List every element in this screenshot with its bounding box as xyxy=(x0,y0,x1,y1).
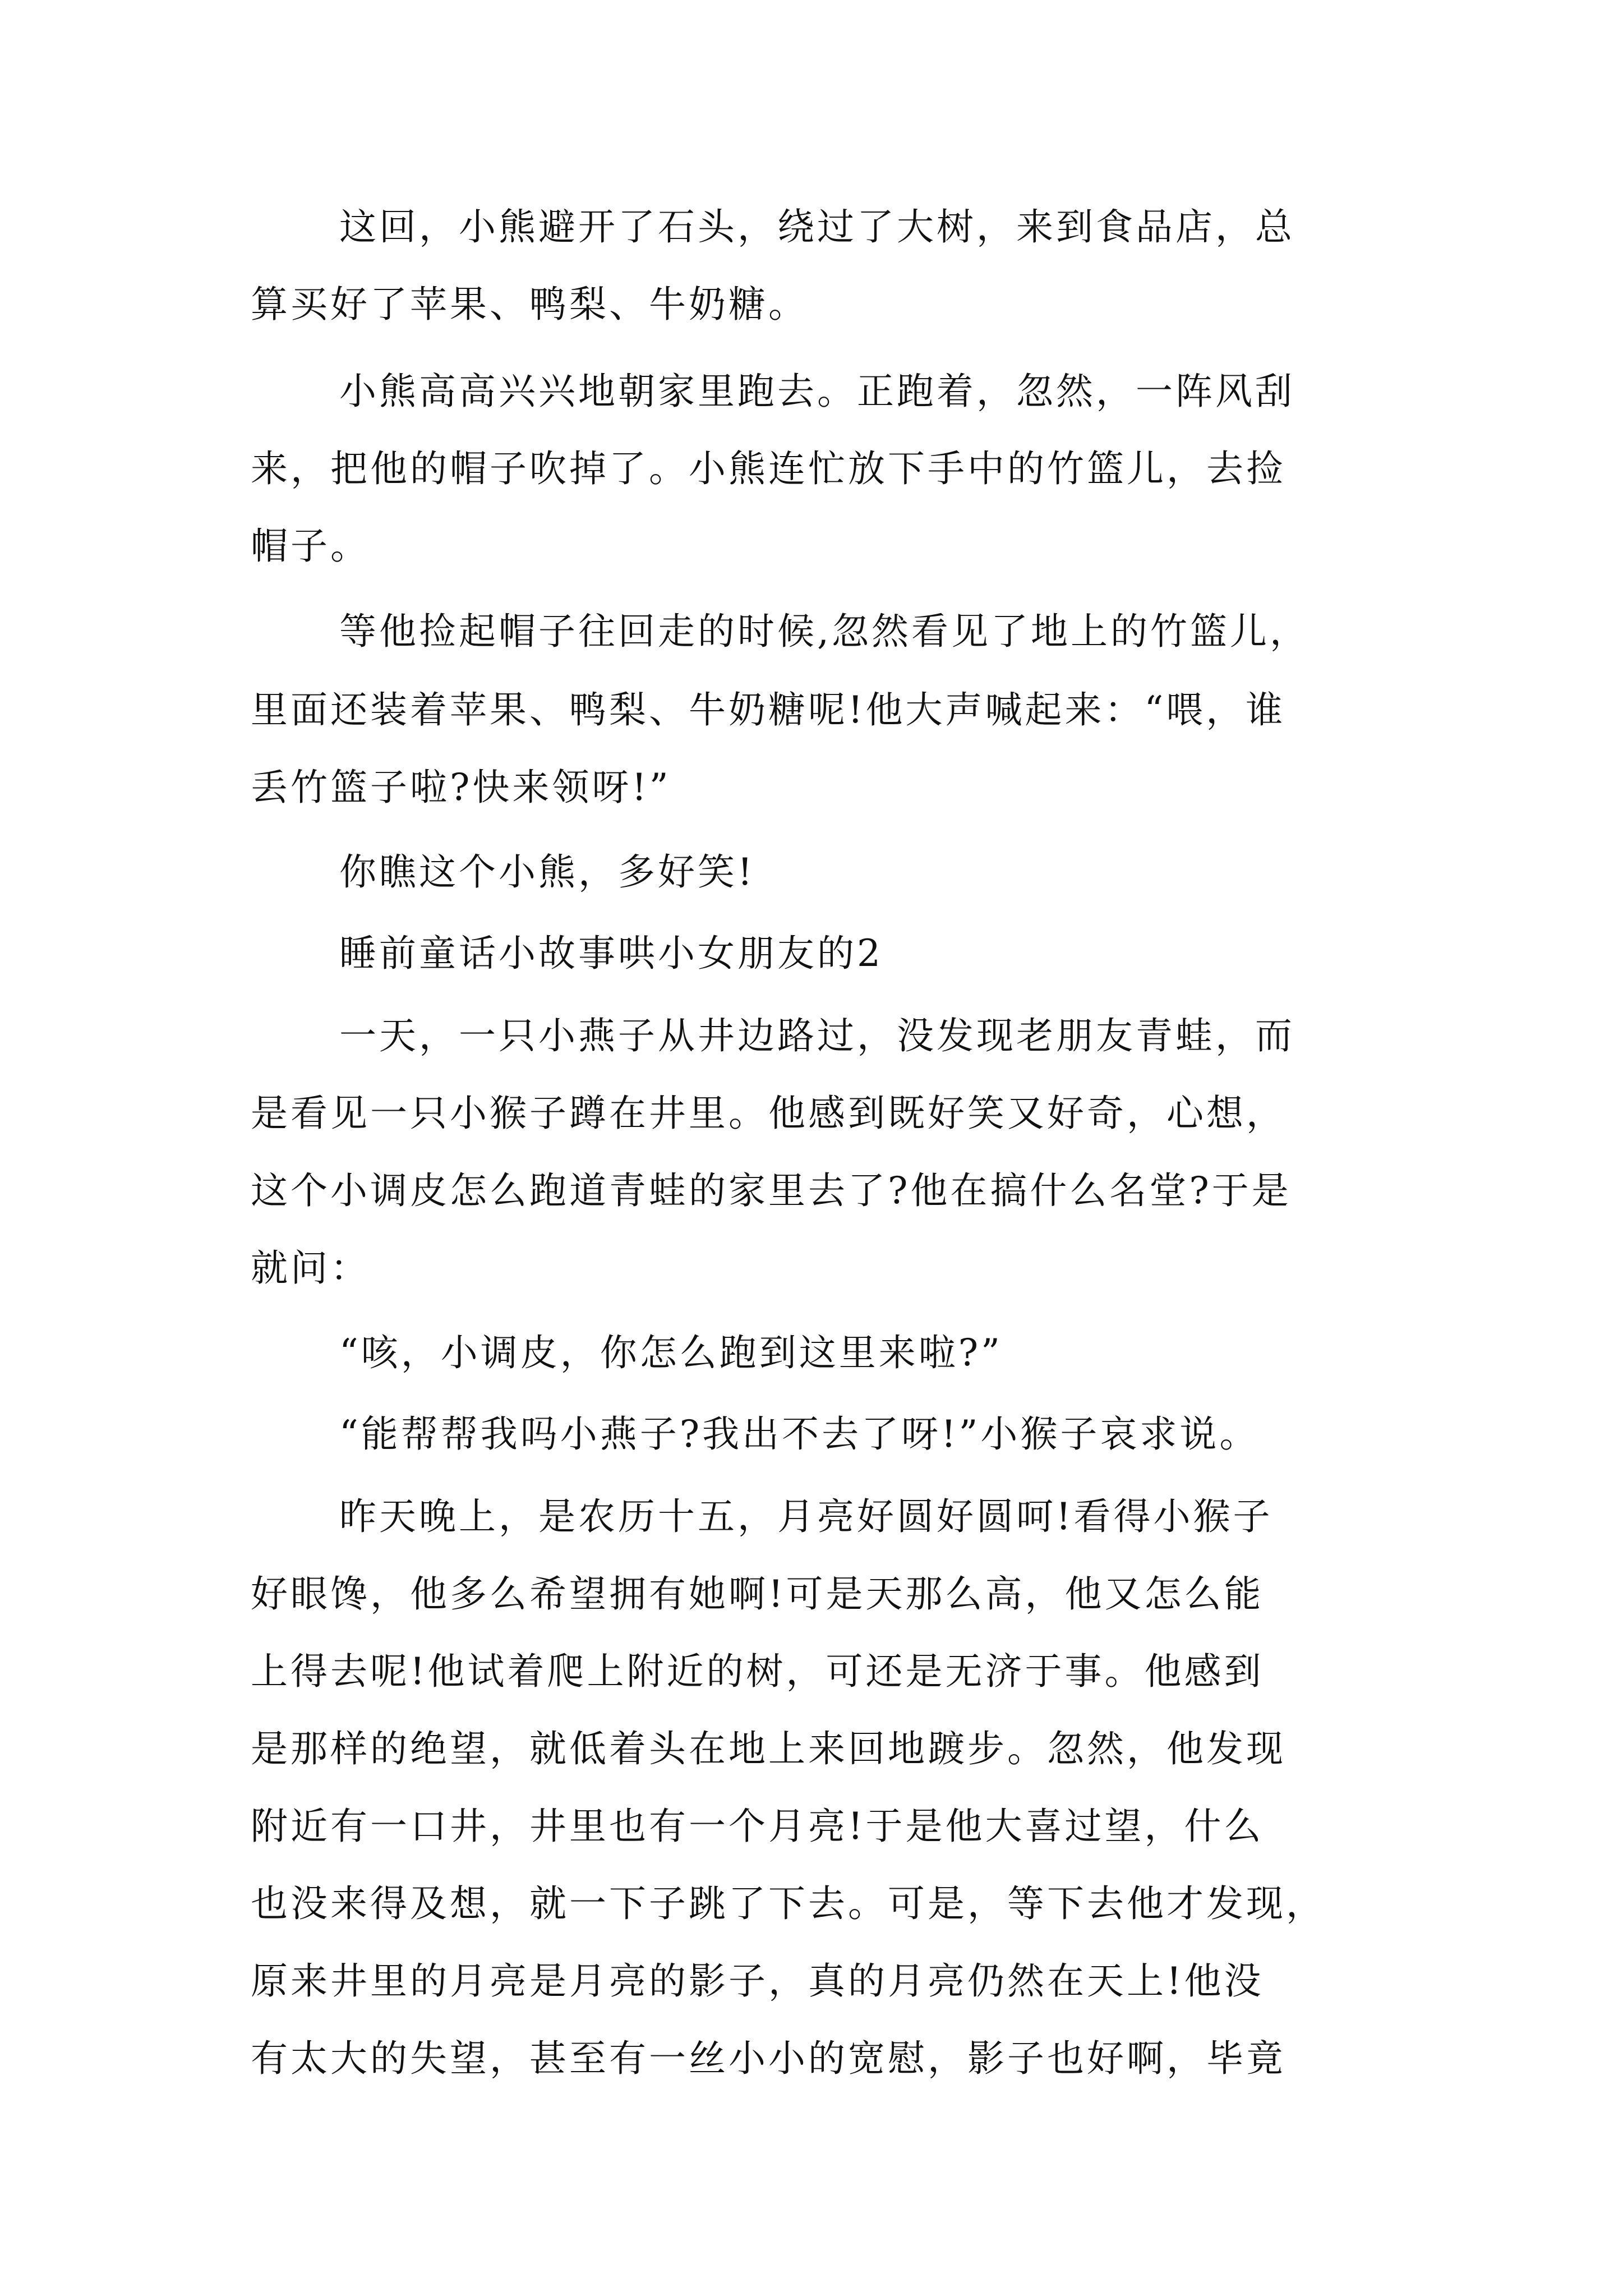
paragraph-line: 原来井里的月亮是月亮的影子，真的月亮仍然在天上!他没 xyxy=(251,1959,1264,2003)
paragraph-line: 上得去呢!他试着爬上附近的树，可还是无济于事。他感到 xyxy=(251,1650,1264,1693)
paragraph-line: 有太大的失望，甚至有一丝小小的宽慰，影子也好啊，毕竟 xyxy=(251,2037,1286,2080)
paragraph-line: 里面还装着苹果、鸭梨、牛奶糖呢!他大声喊起来：“喂，谁 xyxy=(251,688,1286,731)
paragraph-line: 这回，小熊避开了石头，绕过了大树，来到食品店，总 xyxy=(339,205,1295,249)
paragraph-line: 好眼馋，他多么希望拥有她啊!可是天那么高，他又怎么能 xyxy=(251,1572,1264,1616)
paragraph-line: 附近有一口井，井里也有一个月亮!于是他大喜过望，什么 xyxy=(251,1805,1264,1848)
paragraph-line: 昨天晚上，是农历十五，月亮好圆好圆呵!看得小猴子 xyxy=(339,1495,1273,1538)
paragraph-line: 这个小调皮怎么跑道青蛙的家里去了?他在搞什么名堂?于是 xyxy=(251,1169,1292,1212)
paragraph-line: 是看见一只小猴子蹲在井里。他感到既好笑又好奇，心想， xyxy=(251,1092,1286,1135)
paragraph-line: 帽子。 xyxy=(251,524,370,568)
section-title: 睡前童话小故事哄小女朋友的2 xyxy=(339,932,883,975)
paragraph-line: 小熊高高兴兴地朝家里跑去。正跑着，忽然，一阵风刮 xyxy=(339,370,1295,413)
paragraph-line: 是那样的绝望，就低着头在地上来回地踱步。忽然，他发现 xyxy=(251,1727,1286,1770)
paragraph-line: 你瞧这个小熊，多好笑! xyxy=(339,850,755,894)
paragraph-line: “能帮帮我吗小燕子?我出不去了呀!”小猴子哀求说。 xyxy=(339,1412,1260,1456)
paragraph-line: 就问： xyxy=(251,1246,370,1290)
paragraph-line: 等他捡起帽子往回走的时候,忽然看见了地上的竹篮儿， xyxy=(339,610,1310,653)
paragraph-line: 算买好了苹果、鸭梨、牛奶糖。 xyxy=(251,283,808,326)
paragraph-line: 一天，一只小燕子从井边路过，没发现老朋友青蛙，而 xyxy=(339,1014,1295,1057)
paragraph-line: 丢竹篮子啦?快来领呀!” xyxy=(251,766,671,809)
paragraph-line: 来，把他的帽子吹掉了。小熊连忙放下手中的竹篮儿，去捡 xyxy=(251,447,1286,490)
paragraph-line: “咳，小调皮，你怎么跑到这里来啦?” xyxy=(339,1331,1003,1374)
paragraph-line: 也没来得及想，就一下子跳了下去。可是，等下去他才发现， xyxy=(251,1882,1326,1925)
